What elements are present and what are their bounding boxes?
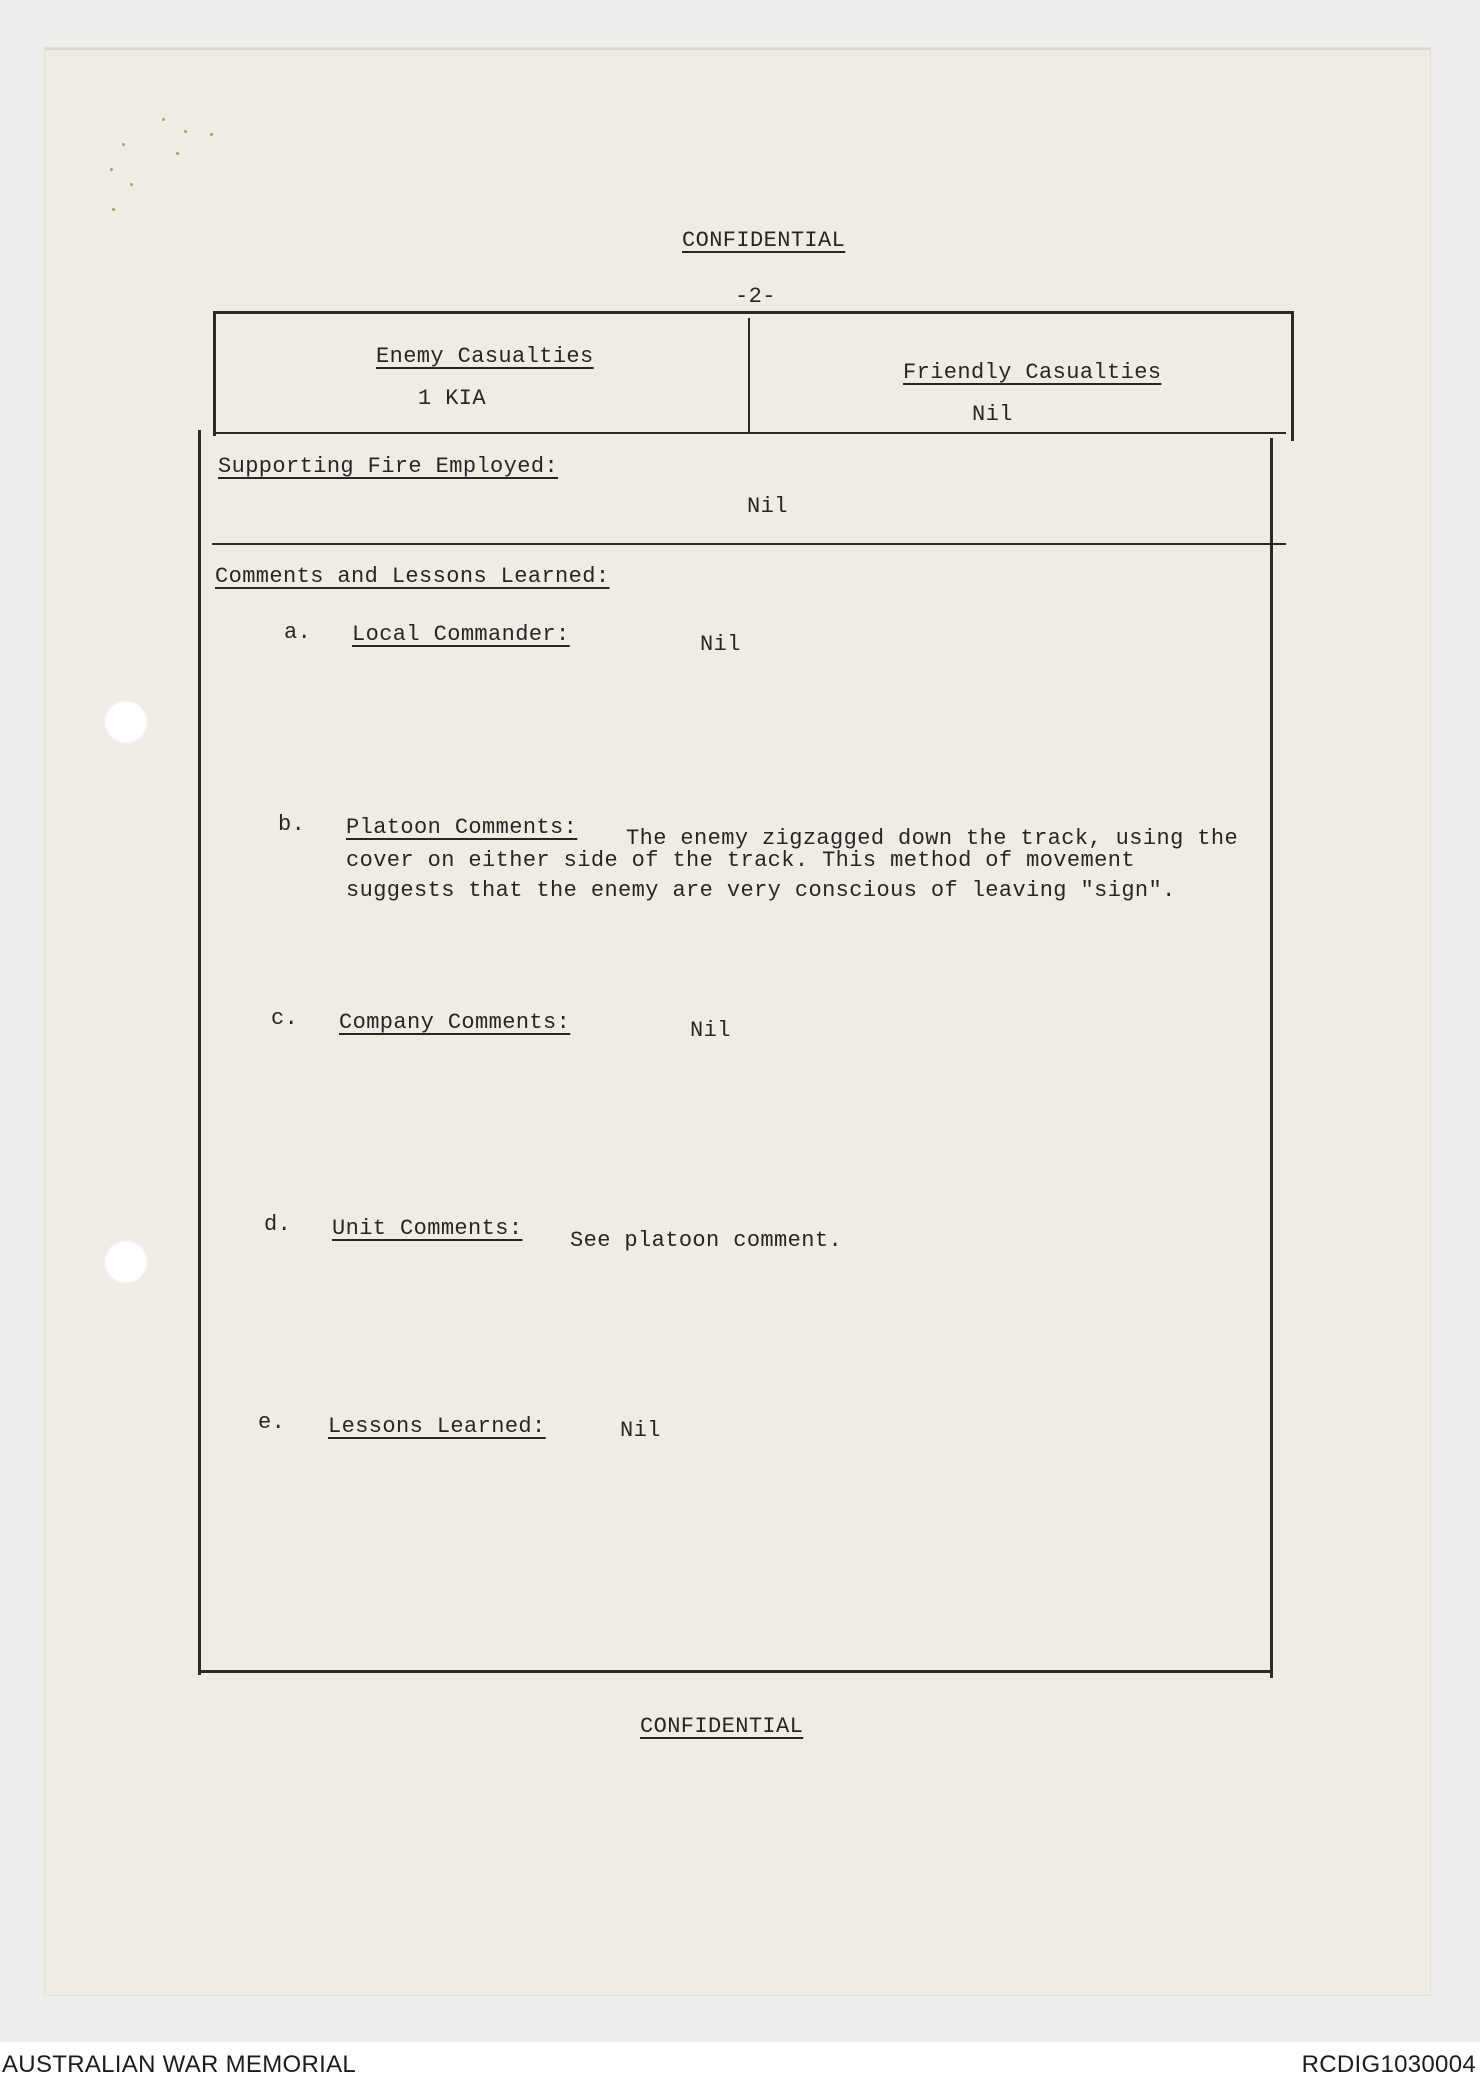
paper-mark	[122, 143, 125, 146]
item-c-label: Company Comments:	[339, 1010, 571, 1035]
item-b-text-line1: The enemy zigzagged down the track, using the	[626, 826, 1239, 851]
table-left-border	[213, 311, 216, 436]
row-divider-2	[212, 543, 1286, 545]
supporting-fire-value: Nil	[747, 494, 788, 519]
archive-source-label: AUSTRALIAN WAR MEMORIAL	[2, 2051, 357, 2078]
item-c-text: Nil	[690, 1018, 731, 1043]
item-b-text-line3: suggests that the enemy are very conscious of leaving "sign".	[346, 878, 1176, 903]
paper-mark	[176, 152, 179, 155]
item-b-label: Platoon Comments:	[346, 815, 578, 840]
item-b-letter: b.	[278, 812, 306, 837]
table-right-border-lower	[1270, 438, 1273, 1678]
paper-mark	[162, 118, 165, 121]
item-d-label: Unit Comments:	[332, 1216, 523, 1241]
item-d-text: See platoon comment.	[570, 1228, 843, 1253]
page-number: -2-	[735, 284, 776, 309]
item-d-letter: d.	[264, 1212, 292, 1237]
document-page	[45, 48, 1430, 1995]
item-e-label: Lessons Learned:	[328, 1414, 546, 1439]
item-b-text-line2: cover on either side of the track. This method of movement	[346, 848, 1135, 873]
friendly-casualties-label: Friendly Casualties	[903, 360, 1162, 385]
table-bottom-border	[198, 1670, 1272, 1673]
archive-record-id: RCDIG1030004	[1301, 2051, 1476, 2078]
paper-mark	[210, 133, 213, 136]
header-classification: CONFIDENTIAL	[682, 228, 846, 253]
item-a-label: Local Commander:	[352, 622, 570, 647]
paper-mark	[130, 183, 133, 186]
table-left-border-lower	[198, 430, 201, 1675]
punch-hole-top	[104, 700, 148, 744]
item-a-text: Nil	[700, 632, 741, 657]
item-e-text: Nil	[620, 1418, 661, 1443]
casualties-divider	[748, 318, 750, 433]
row-divider-1	[214, 432, 1286, 434]
supporting-fire-label: Supporting Fire Employed:	[218, 454, 559, 479]
paper-mark	[112, 208, 115, 211]
paper-mark	[184, 130, 187, 133]
punch-hole-bottom	[104, 1240, 148, 1284]
item-e-letter: e.	[258, 1410, 286, 1435]
table-right-border	[1291, 311, 1294, 441]
friendly-casualties-value: Nil	[972, 402, 1013, 427]
footer-classification: CONFIDENTIAL	[640, 1714, 804, 1739]
item-c-letter: c.	[271, 1006, 299, 1031]
item-a-letter: a.	[284, 620, 312, 645]
table-top-border	[214, 311, 1294, 314]
enemy-casualties-value: 1 KIA	[418, 386, 487, 411]
enemy-casualties-label: Enemy Casualties	[376, 344, 594, 369]
paper-mark	[110, 168, 113, 171]
comments-heading: Comments and Lessons Learned:	[215, 564, 610, 589]
